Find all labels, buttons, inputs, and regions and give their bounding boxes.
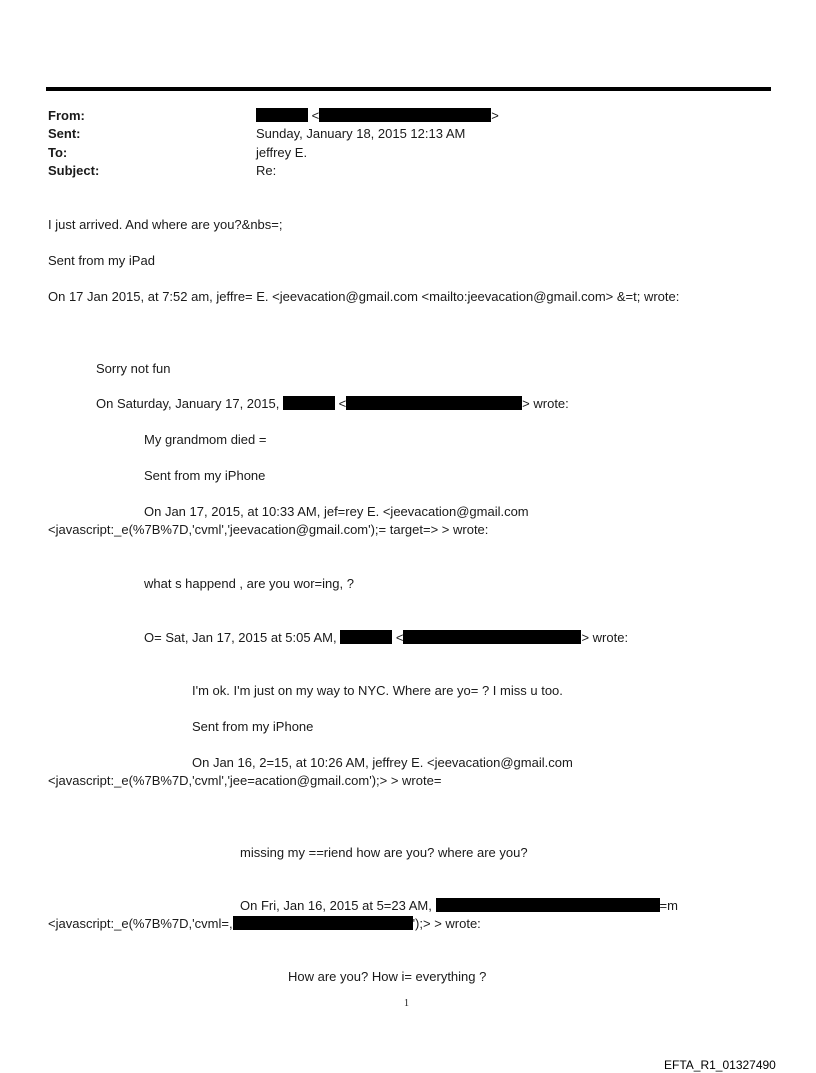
to-value: jeffrey E. xyxy=(256,145,308,160)
from-label: From: xyxy=(48,108,85,123)
body-line: I just arrived. And where are you?&nbs=; xyxy=(48,217,283,232)
body-line: Sent from my iPhone xyxy=(144,468,266,483)
redaction-block xyxy=(256,108,308,122)
subject-value: Re: xyxy=(256,163,277,178)
body-line: Sorry not fun xyxy=(96,361,171,376)
body-line: My grandmom died = xyxy=(144,432,267,447)
redaction-block xyxy=(346,396,522,410)
sent-value: Sunday, January 18, 2015 12:13 AM xyxy=(256,126,466,141)
quote-header: On Jan 16, 2=15, at 10:26 AM, jeffrey E. <jeevacation@gmail.com xyxy=(192,755,573,770)
quote-header: On Jan 17, 2015, at 10:33 AM, jef=rey E. <jeevacation@gmail.com xyxy=(144,504,529,519)
quote-wrote: > wrote: xyxy=(522,396,569,411)
redaction-block xyxy=(233,916,413,930)
redaction-block xyxy=(436,898,660,912)
quote-header-text: On Fri, Jan 16, 2015 at 5=23 AM, xyxy=(240,898,432,913)
from-lt: < xyxy=(311,108,320,123)
redaction-block xyxy=(319,108,491,122)
body-line: On 17 Jan 2015, at 7:52 am, jeffre= E. <jeevacation@gmail.com <mailto:jeevacation@gmail.com> &=t; wrote: xyxy=(48,289,680,304)
quote-header-tail: =m xyxy=(659,898,678,913)
quote-wrote: > wrote: xyxy=(581,630,629,645)
body-line: Sent from my iPhone xyxy=(192,719,314,734)
redaction-block xyxy=(403,630,581,644)
quote-lt: < xyxy=(338,396,347,411)
quote-header xyxy=(240,898,678,914)
body-line: what s happend , are you wor=ing, ? xyxy=(144,576,354,591)
quote-header-text: <javascript:_e(%7B%7D,'cvml=, xyxy=(48,916,233,931)
body-line: missing my ==riend how are you? where are you? xyxy=(240,845,528,860)
sent-label: Sent: xyxy=(48,126,81,141)
header-rule xyxy=(46,87,771,91)
quote-header-cont: <javascript:_e(%7B%7D,'cvml','jee=acation@gmail.com');> > wrote= xyxy=(48,773,442,788)
quote-header-cont xyxy=(48,916,481,932)
document-id: EFTA_R1_01327490 xyxy=(664,1058,776,1072)
quote-wrote: ');> > wrote: xyxy=(412,916,481,931)
body-line: How are you? How i= everything ? xyxy=(288,969,487,984)
quote-header xyxy=(96,396,569,412)
quote-lt: < xyxy=(395,630,404,645)
from-value xyxy=(256,108,499,124)
redaction-block xyxy=(283,396,335,410)
to-label: To: xyxy=(48,145,68,160)
redaction-block xyxy=(340,630,392,644)
from-gt: > xyxy=(491,108,499,123)
quote-header-text: On Saturday, January 17, 2015, xyxy=(96,396,280,411)
subject-label: Subject: xyxy=(48,163,100,178)
body-line: I'm ok. I'm just on my way to NYC. Where are yo= ? I miss u too. xyxy=(192,683,563,698)
page-number: 1 xyxy=(404,998,409,1009)
quote-header-cont: <javascript:_e(%7B%7D,'cvml','jeevacation@gmail.com');= target=> > wrote: xyxy=(48,522,489,537)
body-line: Sent from my iPad xyxy=(48,253,155,268)
quote-header xyxy=(144,630,628,646)
quote-header-text: O= Sat, Jan 17, 2015 at 5:05 AM, xyxy=(144,630,337,645)
